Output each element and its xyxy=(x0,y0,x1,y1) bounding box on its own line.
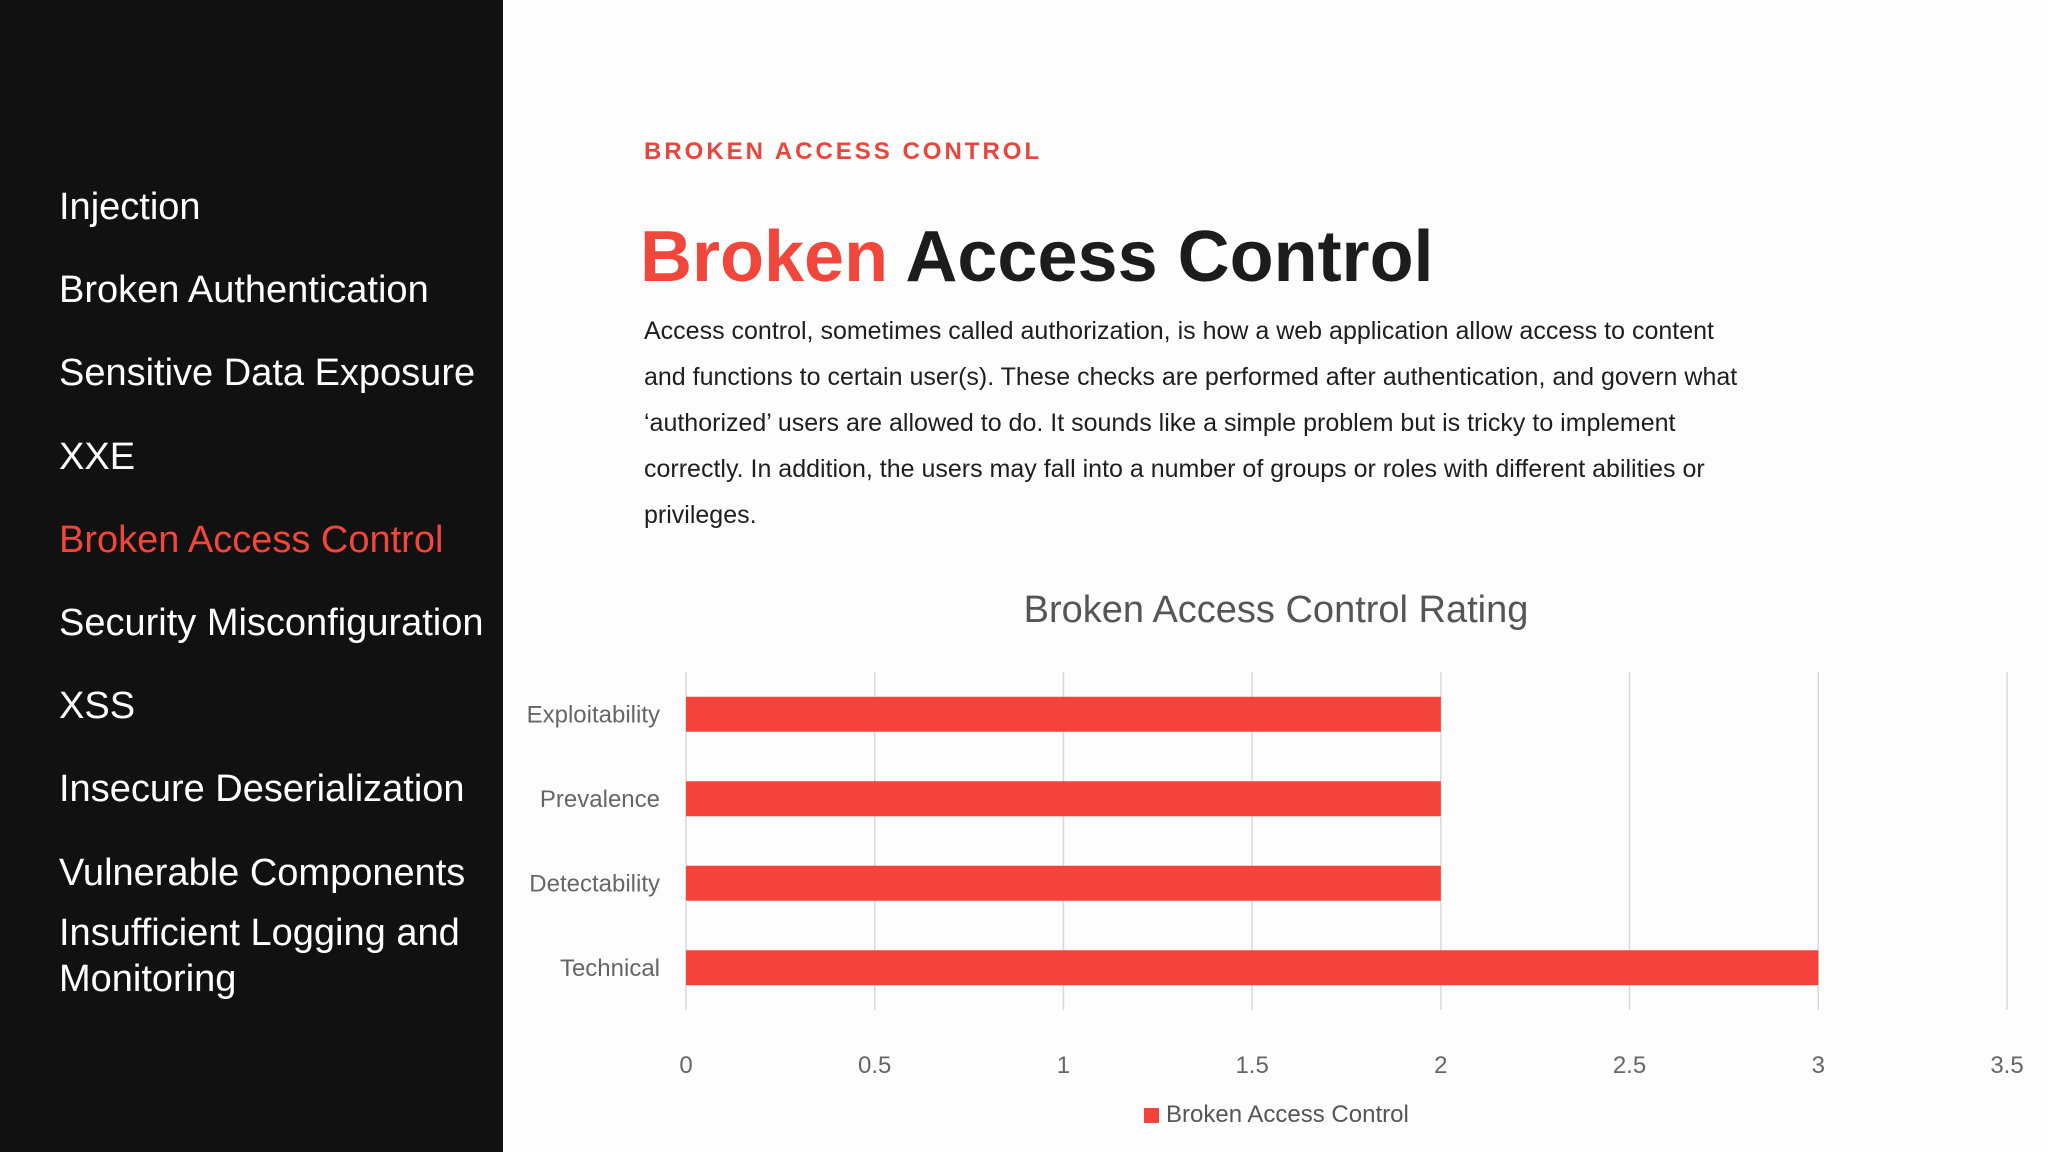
chart-tick-label: 2.5 xyxy=(1612,1052,1647,1079)
sidebar-item-broken-access-control[interactable]: Broken Access Control xyxy=(59,519,444,561)
chart-bar xyxy=(686,781,1441,816)
chart-legend xyxy=(1144,1101,1409,1128)
sidebar-item-vulnerable-components[interactable]: Vulnerable Components xyxy=(59,852,466,894)
chart-category-label: Technical xyxy=(559,954,660,982)
legend-label: Broken Access Control xyxy=(1166,1101,1409,1128)
sidebar-item-sensitive-data-exposure[interactable]: Sensitive Data Exposure xyxy=(59,352,476,394)
sidebar-nav xyxy=(0,0,503,1152)
sidebar-item-xss[interactable]: XSS xyxy=(59,685,136,727)
chart-tick-label: 0 xyxy=(679,1052,693,1079)
chart-tick-label: 3.5 xyxy=(1990,1052,2024,1079)
sidebar-item-security-misconfiguration[interactable]: Security Misconfiguration xyxy=(59,602,484,644)
chart-category-label: Detectability xyxy=(529,870,660,898)
chart-bar xyxy=(686,950,1818,985)
sidebar-item-xxe[interactable]: XXE xyxy=(59,436,136,478)
rating-chart xyxy=(503,580,2048,1152)
sidebar-item-broken-authentication[interactable]: Broken Authentication xyxy=(59,269,429,311)
chart-category-label: Prevalence xyxy=(539,785,660,813)
chart-bar xyxy=(686,866,1441,901)
legend-swatch xyxy=(1144,1108,1159,1123)
sidebar-item-insufficient-logging[interactable]: Insufficient Logging and Monitoring xyxy=(59,912,460,1000)
chart-tick-labels xyxy=(679,1052,2023,1079)
page-title-rest: Access Control xyxy=(888,217,1434,297)
chart-title: Broken Access Control Rating xyxy=(1023,589,1529,631)
chart-tick-label: 1 xyxy=(1056,1052,1071,1079)
page-title-accent: Broken xyxy=(640,217,889,297)
page-title xyxy=(640,212,1434,302)
chart-category-label: Exploitability xyxy=(526,701,660,729)
chart-tick-label: 2 xyxy=(1434,1052,1448,1079)
chart-bar xyxy=(686,697,1441,732)
sidebar-item-injection[interactable]: Injection xyxy=(59,186,201,228)
section-eyebrow: BROKEN ACCESS CONTROL xyxy=(644,138,1043,165)
chart-tick-label: 3 xyxy=(1811,1052,1825,1079)
chart-category-labels xyxy=(527,701,660,982)
description-paragraph: Access control, sometimes called authorization, is how a web application allow access to content and functions to certain user(s). These checks are performed after authentication, and govern what ‘authorized’ users are allowed to do. It sounds like a simple problem but is tricky to implement correctly. In addition, the users may fall into a number of groups or roles with different abilities or privileges. xyxy=(644,317,1738,529)
sidebar-item-insecure-deserialization[interactable]: Insecure Deserialization xyxy=(59,768,465,810)
chart-tick-label: 0.5 xyxy=(858,1052,892,1079)
chart-tick-label: 1.5 xyxy=(1235,1052,1269,1079)
